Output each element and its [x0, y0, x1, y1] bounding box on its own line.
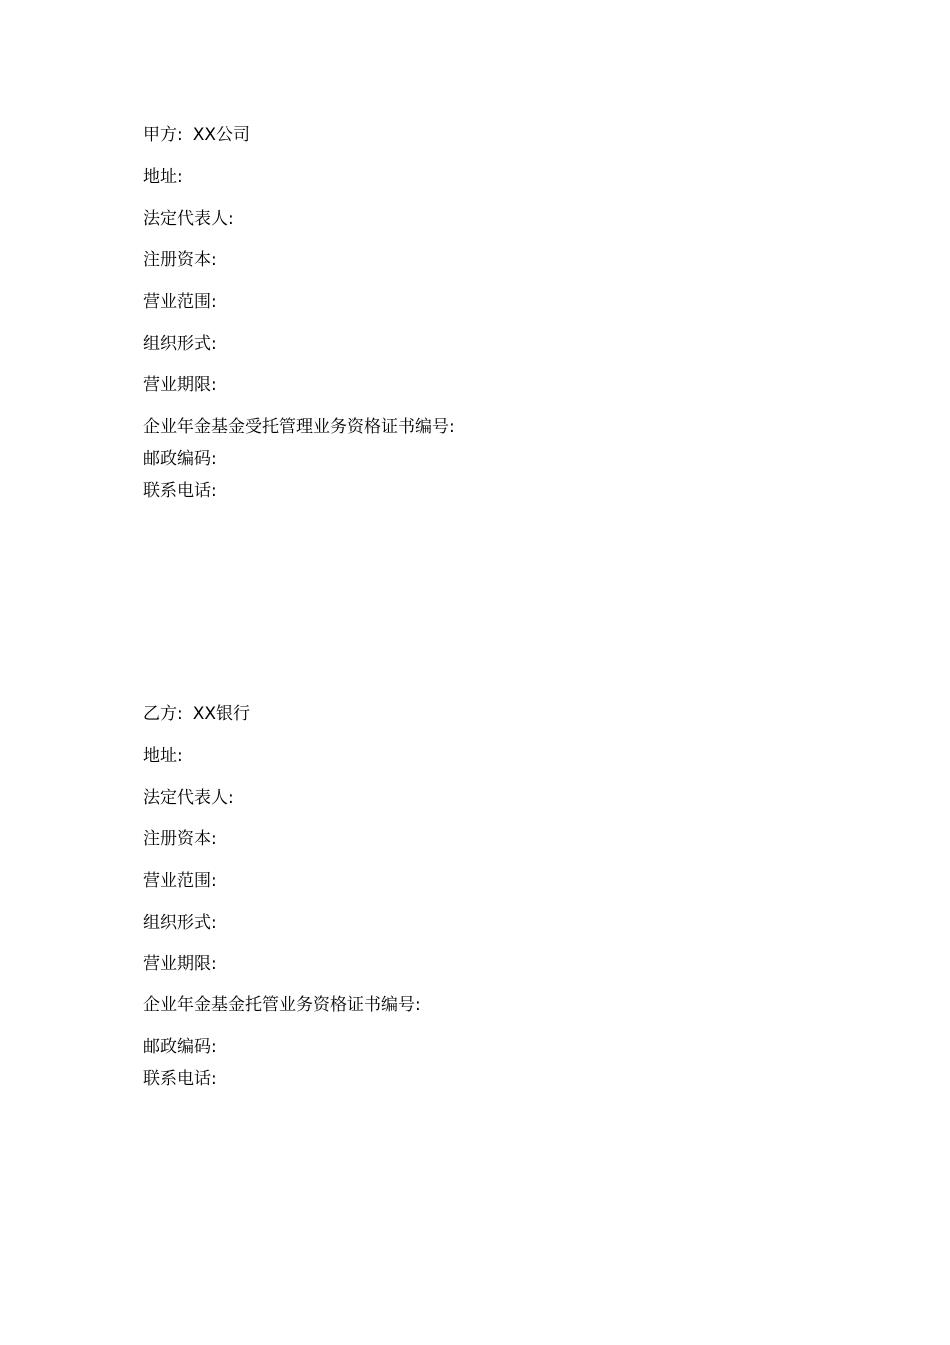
party-b-business-term: 营业期限:	[143, 954, 217, 974]
party-b-registered-capital: 注册资本:	[143, 829, 217, 849]
party-a-phone: 联系电话:	[143, 481, 217, 501]
party-b-postal-code: 邮政编码:	[143, 1037, 217, 1057]
party-b-name: XX银行	[192, 704, 251, 724]
party-a-legal-representative: 法定代表人:	[143, 209, 234, 229]
party-a-header	[143, 124, 250, 146]
party-b-label: 乙方:	[143, 704, 183, 724]
party-b-address: 地址:	[143, 746, 183, 766]
party-b-business-scope: 营业范围:	[143, 871, 217, 891]
party-a-business-scope: 营业范围:	[143, 292, 217, 312]
party-a-registered-capital: 注册资本:	[143, 250, 217, 270]
party-b-organization-form: 组织形式:	[143, 913, 217, 933]
party-b-header	[143, 703, 250, 725]
party-a-address: 地址:	[143, 167, 183, 187]
party-a-label: 甲方:	[143, 125, 183, 145]
party-a-postal-code: 邮政编码:	[143, 449, 217, 469]
party-b-certificate-number: 企业年金基金托管业务资格证书编号:	[143, 995, 421, 1015]
party-a-certificate-number: 企业年金基金受托管理业务资格证书编号:	[143, 417, 455, 437]
party-a-organization-form: 组织形式:	[143, 334, 217, 354]
party-a-name: XX公司	[192, 125, 251, 145]
party-a-business-term: 营业期限:	[143, 375, 217, 395]
party-b-legal-representative: 法定代表人:	[143, 788, 234, 808]
party-b-phone: 联系电话:	[143, 1069, 217, 1089]
